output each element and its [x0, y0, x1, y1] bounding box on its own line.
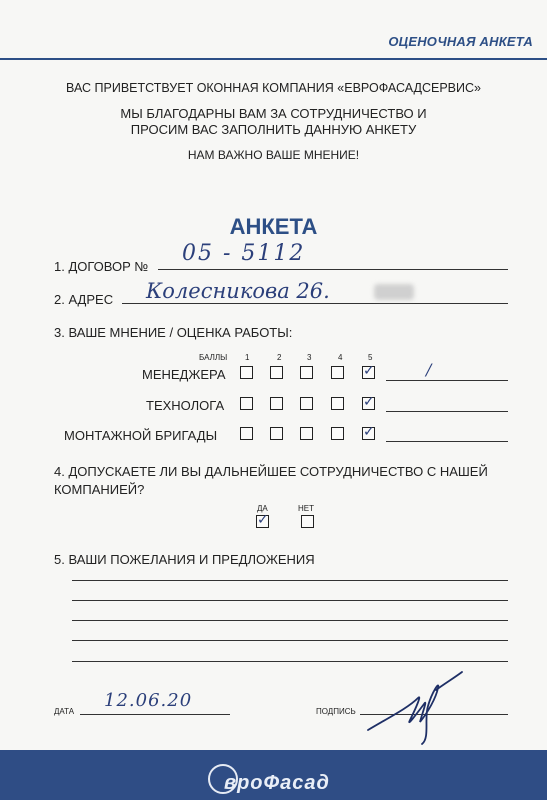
- technologist-score-3-checkbox[interactable]: [300, 397, 313, 410]
- installers-comment-line: [386, 441, 508, 442]
- address-label: 2. АДРЕС: [54, 292, 114, 307]
- yes-checkbox[interactable]: [256, 512, 269, 528]
- address-line: [122, 303, 508, 304]
- check-mark-icon: ✓: [363, 424, 375, 440]
- yes-label: ДА: [257, 504, 268, 513]
- date-label: ДАТА: [54, 707, 75, 716]
- check-mark-icon: ✓: [363, 363, 375, 379]
- wishes-line-2[interactable]: [72, 600, 508, 601]
- installers-score-4-checkbox[interactable]: [331, 427, 344, 440]
- intro-line-3: ПРОСИМ ВАС ЗАПОЛНИТЬ ДАННУЮ АНКЕТУ: [130, 122, 417, 137]
- wishes-label: 5. ВАШИ ПОЖЕЛАНИЯ И ПРЕДЛОЖЕНИЯ: [54, 552, 315, 567]
- rating-row-manager-label: МЕНЕДЖЕРА: [142, 367, 226, 382]
- technologist-score-4-checkbox[interactable]: [331, 397, 344, 410]
- handwritten-signature: [358, 668, 478, 748]
- contract-number-label: 1. ДОГОВОР №: [54, 259, 149, 274]
- scale-2: 2: [277, 353, 282, 362]
- contract-number-value[interactable]: 05 - 5112: [182, 241, 306, 266]
- technologist-comment-line: [386, 411, 508, 412]
- technologist-score-2-checkbox[interactable]: [270, 397, 283, 410]
- questionnaire-heading: АНКЕТА: [229, 214, 318, 239]
- intro-line-2: МЫ БЛАГОДАРНЫ ВАМ ЗА СОТРУДНИЧЕСТВО И: [120, 106, 427, 121]
- manager-score-5-checkbox[interactable]: [362, 363, 375, 379]
- scale-5: 5: [368, 353, 373, 362]
- date-value[interactable]: 12.06.20: [104, 690, 193, 711]
- wishes-line-1[interactable]: [72, 580, 508, 581]
- scale-1: 1: [245, 353, 250, 362]
- manager-score-3-checkbox[interactable]: [300, 366, 313, 379]
- manager-score-1-checkbox[interactable]: [240, 366, 253, 379]
- installers-score-2-checkbox[interactable]: [270, 427, 283, 440]
- redacted-region: [374, 284, 414, 300]
- manager-comment[interactable]: /: [426, 360, 432, 379]
- form-title: ОЦЕНОЧНАЯ АНКЕТА: [388, 34, 533, 49]
- contract-number-line: [158, 269, 508, 270]
- rating-row-technologist-label: ТЕХНОЛОГА: [146, 398, 225, 413]
- installers-score-3-checkbox[interactable]: [300, 427, 313, 440]
- address-value[interactable]: Колесникова 26.: [146, 279, 330, 303]
- manager-score-4-checkbox[interactable]: [331, 366, 344, 379]
- scale-4: 4: [338, 353, 343, 362]
- cooperation-question-line-1: 4. ДОПУСКАЕТЕ ЛИ ВЫ ДАЛЬНЕЙШЕЕ СОТРУДНИЧЕСТВО С НАШЕЙ: [54, 464, 488, 479]
- installers-score-1-checkbox[interactable]: [240, 427, 253, 440]
- scale-3: 3: [307, 353, 312, 362]
- wishes-line-5[interactable]: [72, 661, 508, 662]
- technologist-score-5-checkbox[interactable]: [362, 394, 375, 410]
- technologist-score-1-checkbox[interactable]: [240, 397, 253, 410]
- intro-line-1: ВАС ПРИВЕТСТВУЕТ ОКОННАЯ КОМПАНИЯ «ЕВРОФАСАДСЕРВИС»: [66, 81, 481, 95]
- scale-label: БАЛЛЫ: [199, 353, 228, 362]
- wishes-line-3[interactable]: [72, 620, 508, 621]
- company-logo-text: вроФасад: [224, 772, 330, 794]
- footer-bar: [0, 750, 547, 800]
- rating-row-installers-label: МОНТАЖНОЙ БРИГАДЫ: [64, 428, 218, 443]
- wishes-line-4[interactable]: [72, 640, 508, 641]
- manager-score-2-checkbox[interactable]: [270, 366, 283, 379]
- manager-comment-line: [386, 380, 508, 381]
- rating-label: 3. ВАШЕ МНЕНИЕ / ОЦЕНКА РАБОТЫ:: [54, 325, 293, 340]
- check-mark-icon: ✓: [257, 512, 269, 528]
- header-divider: [0, 58, 547, 60]
- cooperation-question-line-2: КОМПАНИЕЙ?: [54, 482, 145, 497]
- installers-score-5-checkbox[interactable]: [362, 424, 375, 440]
- no-checkbox[interactable]: [301, 515, 314, 528]
- check-mark-icon: ✓: [363, 394, 375, 410]
- date-line: [80, 714, 230, 715]
- no-label: НЕТ: [298, 504, 314, 513]
- signature-label: ПОДПИСЬ: [316, 707, 356, 716]
- intro-line-4: НАМ ВАЖНО ВАШЕ МНЕНИЕ!: [187, 148, 360, 162]
